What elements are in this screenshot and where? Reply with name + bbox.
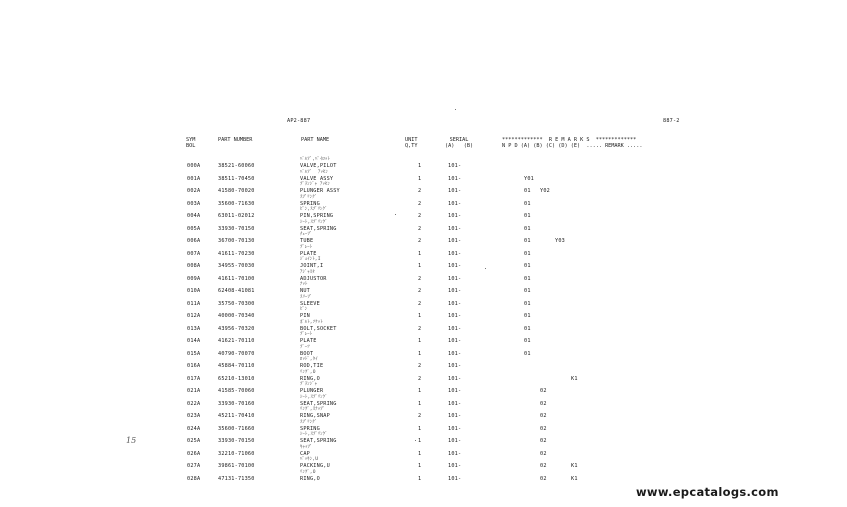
part-name-kana: ｼﾞｮｲﾝﾄ,I xyxy=(300,257,321,262)
serial-a: 101- xyxy=(448,363,462,369)
scan-speck xyxy=(455,109,456,110)
part-name: PLATE xyxy=(300,250,317,257)
part-name-kana: ﾊﾞﾙﾌﾞ,ﾊﾟｲﾛｯﾄ xyxy=(300,157,330,162)
part-name: PIN,SPRING xyxy=(300,213,334,219)
unit-qty: 2 xyxy=(418,300,422,307)
remark-npd: 01 xyxy=(524,338,531,344)
unit-qty: 1 xyxy=(418,263,422,269)
part-name-kana: ﾋﾟﾝ,ｽﾌﾟﾘﾝｸﾞ xyxy=(300,207,328,212)
table-row xyxy=(0,288,847,300)
part-name: PACKING,U xyxy=(300,463,330,469)
remark-npd: 01 xyxy=(524,213,531,219)
part-number: 40790-70070 xyxy=(218,350,255,357)
table-row xyxy=(0,463,847,475)
part-number: 38521-60060 xyxy=(218,163,255,169)
part-number: 45211-70410 xyxy=(218,413,255,419)
sym-code: 004A xyxy=(187,213,201,219)
part-name: CAP xyxy=(300,450,310,457)
part-name-kana: ﾊﾞﾙﾌﾞ ｱｯｾﾝ xyxy=(300,169,329,175)
serial-a: 101- xyxy=(448,400,462,407)
part-name-kana: ﾘﾝｸﾞ,O xyxy=(300,469,316,475)
part-name: SEAT,SPRING xyxy=(300,400,337,407)
unit-qty: 2 xyxy=(418,275,422,282)
remark-npd: 01 xyxy=(524,275,531,282)
part-name-kana: ﾘﾝｸﾞ,O xyxy=(300,369,316,375)
part-name-kana: ﾛｯﾄﾞ,ﾀｲ xyxy=(300,357,318,362)
remark-b: 02 xyxy=(540,400,547,407)
sym-code: 016A xyxy=(187,363,201,369)
serial-a: 101- xyxy=(448,163,462,169)
part-name-kana: ﾎﾞﾙﾄ,ｿｹｯﾄ xyxy=(300,319,323,325)
sym-code: 002A xyxy=(187,188,201,194)
part-number: 33930-70160 xyxy=(218,400,255,407)
part-number: 39861-70100 xyxy=(218,463,255,469)
sym-code: 024A xyxy=(187,425,201,432)
serial-a: 101- xyxy=(448,188,462,194)
unit-qty: 1 xyxy=(418,450,422,457)
remark-e: K1 xyxy=(571,475,578,482)
col-header-part-name: PART NAME xyxy=(301,137,330,143)
sym-code: 012A xyxy=(187,313,201,319)
unit-qty: 2 xyxy=(418,325,422,332)
serial-a: 101- xyxy=(448,350,462,357)
part-number: 33930-70150 xyxy=(218,225,255,232)
table-row xyxy=(0,176,847,188)
serial-a: 101- xyxy=(448,450,462,457)
table-row xyxy=(0,226,847,238)
remark-b: Y02 xyxy=(540,188,550,194)
part-name-kana: ｽﾌﾟﾘﾝｸﾞ xyxy=(300,194,318,200)
part-name: SEAT,SPRING xyxy=(300,225,337,232)
unit-qty: 1 xyxy=(418,438,422,444)
part-name: SPRING xyxy=(300,425,320,432)
remark-b: 02 xyxy=(540,475,547,482)
sym-code: 009A xyxy=(187,275,201,282)
remark-npd: 01 xyxy=(524,325,531,332)
part-name-kana: ﾌﾟﾚｰﾄ xyxy=(300,244,313,250)
table-row xyxy=(0,451,847,463)
unit-qty: 1 xyxy=(418,313,422,319)
table-row xyxy=(0,363,847,375)
table-row xyxy=(0,338,847,350)
part-number: 41611-70230 xyxy=(218,250,255,257)
part-number: 41580-70020 xyxy=(218,188,255,194)
part-name: SEAT,SPRING xyxy=(300,438,337,444)
part-name: PLATE xyxy=(300,338,317,344)
serial-a: 101- xyxy=(448,263,462,269)
part-name: ROD,TIE xyxy=(300,363,324,369)
part-name-kana: ﾌﾟﾚｰﾄ xyxy=(300,332,313,337)
sym-code: 023A xyxy=(187,413,201,419)
serial-a: 101- xyxy=(448,338,462,344)
part-number: 40000-70340 xyxy=(218,313,255,319)
serial-a: 101- xyxy=(448,238,462,244)
remark-npd: 01 xyxy=(524,288,531,294)
col-header-part-number: PART NUMBER xyxy=(218,137,253,143)
table-row xyxy=(0,313,847,325)
table-row xyxy=(0,376,847,388)
part-name: RING,O xyxy=(300,475,320,482)
part-number: 41621-70110 xyxy=(218,338,255,344)
serial-a: 101- xyxy=(448,388,462,394)
unit-qty: 2 xyxy=(418,188,422,194)
serial-a: 101- xyxy=(448,413,462,419)
sym-code: 028A xyxy=(187,475,201,482)
scan-speck xyxy=(395,214,396,215)
table-row xyxy=(0,413,847,425)
table-row xyxy=(0,163,847,175)
sym-code: 025A xyxy=(187,438,201,444)
remark-b: 02 xyxy=(540,388,547,394)
part-number: 33930-70150 xyxy=(218,438,255,444)
sym-code: 014A xyxy=(187,338,201,344)
sym-code: 006A xyxy=(187,238,201,244)
col-header-serial: SERIAL (A) (B) xyxy=(445,137,474,149)
sym-code: 011A xyxy=(187,300,201,307)
serial-a: 101- xyxy=(448,250,462,257)
part-number: 34955-70030 xyxy=(218,263,255,269)
remark-e: K1 xyxy=(571,463,578,469)
table-row xyxy=(0,276,847,288)
part-number: 47131-71350 xyxy=(218,475,255,482)
part-number: 41585-70060 xyxy=(218,388,255,394)
part-name: PLUNGER ASSY xyxy=(300,188,340,194)
part-name-kana: ｽﾘｰﾌﾞ xyxy=(300,294,313,300)
table-row xyxy=(0,251,847,263)
unit-qty: 2 xyxy=(418,200,422,207)
scan-speck xyxy=(485,268,486,269)
sym-code: 022A xyxy=(187,400,201,407)
unit-qty: 1 xyxy=(418,250,422,257)
sym-code: 027A xyxy=(187,463,201,469)
part-name-kana: ｼｰﾄ,ｽﾌﾟﾘﾝｸﾞ xyxy=(300,394,328,400)
remark-npd: 01 xyxy=(524,200,531,207)
part-name: TUBE xyxy=(300,238,314,244)
serial-a: 101- xyxy=(448,475,462,482)
part-name: VALVE ASSY xyxy=(300,175,334,182)
part-name: BOOT xyxy=(300,350,314,357)
remark-npd: 01 xyxy=(524,263,531,269)
unit-qty: 1 xyxy=(418,163,422,169)
table-row xyxy=(0,201,847,213)
handwritten-margin-mark: 15 xyxy=(126,436,137,445)
part-name-kana: ｼｰﾄ,ｽﾌﾟﾘﾝｸﾞ xyxy=(300,432,328,437)
unit-qty: 2 xyxy=(418,288,422,294)
table-row xyxy=(0,213,847,225)
remark-npd: 01 xyxy=(524,300,531,307)
part-name-kana: ｷｬｯﾌﾟ xyxy=(300,444,313,450)
part-name: PIN xyxy=(300,313,310,319)
part-name: VALVE,PILOT xyxy=(300,163,337,169)
page-code-right: 887-2 xyxy=(663,118,680,124)
remark-b: 02 xyxy=(540,425,547,432)
serial-a: 101- xyxy=(448,313,462,319)
part-name-kana: ﾌﾟﾗﾝｼﾞｬ ｱｯｾﾝ xyxy=(300,182,331,187)
table-row xyxy=(0,301,847,313)
part-name: PLUNGER xyxy=(300,388,324,394)
site-watermark: www.epcatalogs.com xyxy=(636,485,779,499)
sym-code: 001A xyxy=(187,175,201,182)
sym-code: 021A xyxy=(187,388,201,394)
table-row xyxy=(0,401,847,413)
col-header-remarks-sub: N P D (A) (B) (C) (D) (E) ..... REMARK ..... xyxy=(502,143,643,149)
sym-code: 007A xyxy=(187,250,201,257)
remark-npd: 01 xyxy=(524,313,531,319)
serial-a: 101- xyxy=(448,200,462,207)
part-name: SLEEVE xyxy=(300,300,320,307)
sym-code: 003A xyxy=(187,200,201,207)
serial-a: 101- xyxy=(448,375,462,382)
sym-code: 000A xyxy=(187,163,201,169)
unit-qty: 1 xyxy=(418,425,422,432)
part-name: NUT xyxy=(300,288,310,294)
remark-npd: 01 xyxy=(524,238,531,244)
part-number: 65210-13010 xyxy=(218,375,255,382)
sym-code: 010A xyxy=(187,288,201,294)
unit-qty: 1 xyxy=(418,338,422,344)
remark-npd: Y01 xyxy=(524,175,534,182)
sym-code: 008A xyxy=(187,263,201,269)
part-name-kana: ﾘﾝｸﾞ,ｽﾅｯﾌﾟ xyxy=(300,407,326,412)
part-name-kana: ｼｰﾄ,ｽﾌﾟﾘﾝｸﾞ xyxy=(300,219,328,225)
table-row xyxy=(0,351,847,363)
part-number: 41611-70100 xyxy=(218,275,255,282)
serial-a: 101- xyxy=(448,225,462,232)
part-number: 45884-70110 xyxy=(218,363,255,369)
part-number: 32210-71060 xyxy=(218,450,255,457)
part-name-kana: ﾊﾟｯｷﾝ,U xyxy=(300,457,319,462)
remark-e: K1 xyxy=(571,375,578,382)
part-number: 35600-71660 xyxy=(218,425,255,432)
part-name: BOLT,SOCKET xyxy=(300,325,337,332)
col-header-remarks-title: ************* R E M A R K S ************* xyxy=(502,137,637,143)
part-name-kana: ﾅｯﾄ xyxy=(300,282,308,287)
part-number: 36700-70130 xyxy=(218,238,255,244)
remark-c: Y03 xyxy=(555,238,565,244)
part-number: 62408-41081 xyxy=(218,288,255,294)
table-row xyxy=(0,326,847,338)
sym-code: 005A xyxy=(187,225,201,232)
part-name-kana: ｽﾌﾟﾘﾝｸﾞ xyxy=(300,419,318,425)
sym-code: 013A xyxy=(187,325,201,332)
unit-qty: 2 xyxy=(418,238,422,244)
unit-qty: 1 xyxy=(418,350,422,357)
remark-npd: 01 xyxy=(524,350,531,357)
serial-a: 101- xyxy=(448,463,462,469)
part-name-kana: ﾋﾟﾝ xyxy=(300,307,308,312)
part-name: ADJUSTOR xyxy=(300,275,327,282)
serial-a: 101- xyxy=(448,438,462,444)
part-number: 43956-70320 xyxy=(218,325,255,332)
part-number: 35750-70300 xyxy=(218,300,255,307)
remark-b: 02 xyxy=(540,438,547,444)
part-name-kana: ｱｼﾞｬｽﾀ xyxy=(300,269,315,275)
remark-b: 02 xyxy=(540,450,547,457)
serial-a: 101- xyxy=(448,288,462,294)
table-row xyxy=(0,388,847,400)
part-name-kana: ﾁｭｰﾌﾞ xyxy=(300,232,313,237)
page-code-left: AP2-887 xyxy=(287,118,311,124)
part-name-kana: ﾌﾞｰﾂ xyxy=(300,344,310,350)
scan-speck xyxy=(415,440,416,441)
table-row xyxy=(0,263,847,275)
remark-npd: 01 xyxy=(524,188,531,194)
part-number: 63011-02012 xyxy=(218,213,255,219)
part-name: JOINT,I xyxy=(300,263,324,269)
unit-qty: 2 xyxy=(418,375,422,382)
serial-a: 101- xyxy=(448,425,462,432)
serial-a: 101- xyxy=(448,300,462,307)
part-name: SPRING xyxy=(300,200,320,207)
unit-qty: 2 xyxy=(418,363,422,369)
sym-code: 017A xyxy=(187,375,201,382)
col-header-sym: SYM BOL xyxy=(186,137,196,149)
serial-a: 101- xyxy=(448,325,462,332)
serial-a: 101- xyxy=(448,175,462,182)
unit-qty: 2 xyxy=(418,225,422,232)
sym-code: 026A xyxy=(187,450,201,457)
part-number: 38511-70450 xyxy=(218,175,255,182)
sym-code: 015A xyxy=(187,350,201,357)
table-row xyxy=(0,238,847,250)
remark-npd: 01 xyxy=(524,225,531,232)
remark-npd: 01 xyxy=(524,250,531,257)
table-row xyxy=(0,188,847,200)
part-name: RING,O xyxy=(300,375,320,382)
remark-b: 02 xyxy=(540,463,547,469)
part-name-kana: ﾌﾟﾗﾝｼﾞｬ xyxy=(300,382,318,387)
unit-qty: 1 xyxy=(418,400,422,407)
remark-b: 02 xyxy=(540,413,547,419)
unit-qty: 1 xyxy=(418,175,422,182)
part-name: RING,SNAP xyxy=(300,413,330,419)
serial-a: 101- xyxy=(448,275,462,282)
part-number: 35600-71630 xyxy=(218,200,255,207)
serial-a: 101- xyxy=(448,213,462,219)
unit-qty: 2 xyxy=(418,213,422,219)
col-header-unit-qty: UNIT Q,TY xyxy=(405,137,418,149)
unit-qty: 1 xyxy=(418,463,422,469)
unit-qty: 1 xyxy=(418,475,422,482)
unit-qty: 2 xyxy=(418,413,422,419)
unit-qty: 1 xyxy=(418,388,422,394)
